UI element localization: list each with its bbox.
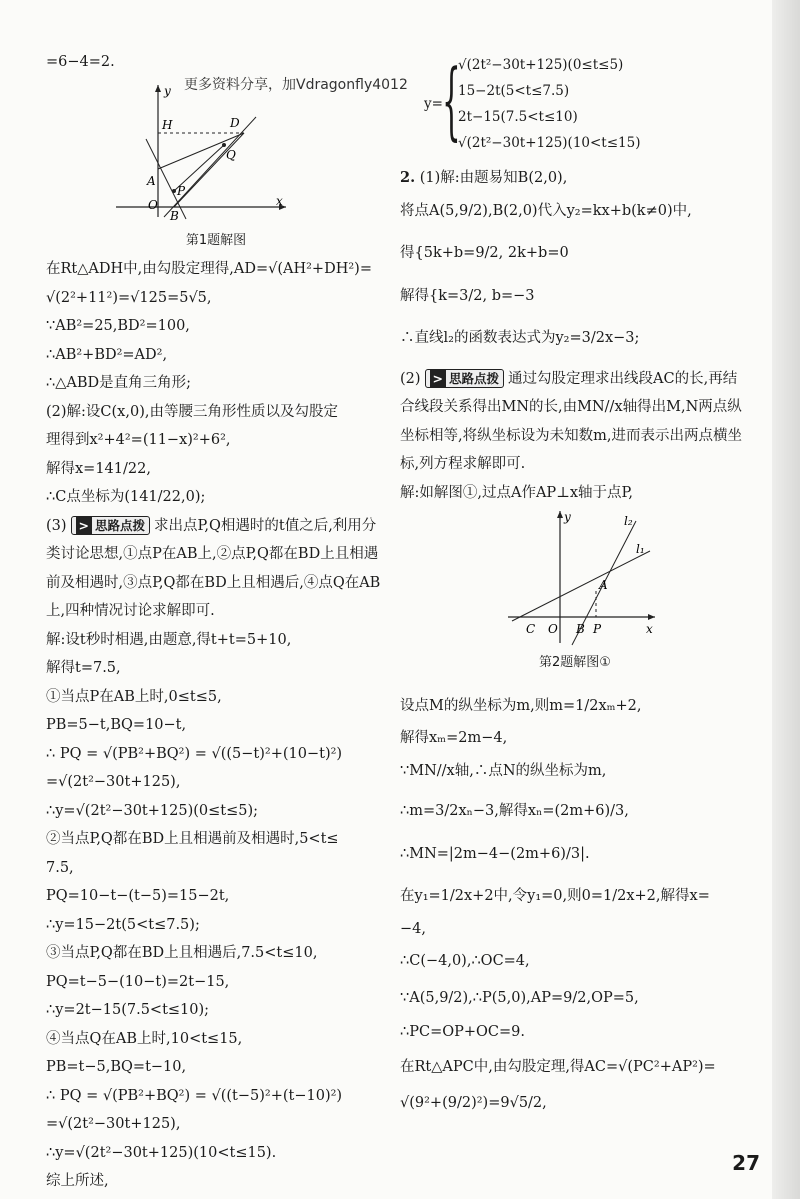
part3-text: 求出点P,Q相遇时的t值之后,利用分类讨论思想,①点P在AB上,②点P,Q都在BD上且相遇前及相遇时,③点P,Q都在BD上且相遇后,④点Q在AB上,四种情况讨论求解即可. xyxy=(46,517,381,619)
left-solution-line: 7.5, xyxy=(46,859,74,876)
fig1-label-b: B xyxy=(170,208,179,223)
left-solution-line: 解得t=7.5, xyxy=(46,660,121,676)
left-line: (2)解:设C(x,0),由等腰三角形性质以及勾股定 xyxy=(46,403,338,420)
fig1-label-a: A xyxy=(147,173,156,188)
left-line: ∴AB²+BD²=AD², xyxy=(46,346,168,363)
left-solution-line: =√(2t²−30t+125), xyxy=(46,774,181,790)
right-line: 得{5k+b=9/2, 2k+b=0 xyxy=(400,245,569,261)
fig1-label-d: D xyxy=(230,115,240,130)
right-solution-line: ∵MN//x轴,∴点N的纵坐标为m, xyxy=(400,762,607,779)
piecewise-case: √(2t²−30t+125)(0≤t≤5) xyxy=(458,57,624,73)
left-line: ∵AB²=25,BD²=100, xyxy=(46,318,190,334)
left-solution-line: 解:设t秒时相遇,由题意,得t+t=5+10, xyxy=(46,631,292,648)
fig1-label-y: y xyxy=(164,83,171,98)
piecewise-function xyxy=(400,52,750,156)
left-solution-line: ∴y=15−2t(5<t≤7.5); xyxy=(46,916,200,933)
left-solution-line: 综上所述, xyxy=(46,1173,109,1189)
left-solution-line: ②当点P,Q都在BD上且相遇前及相遇时,5<t≤ xyxy=(46,831,339,847)
left-solution-line: PB=t−5,BQ=t−10, xyxy=(46,1059,187,1075)
thinking-hint-label: 思路点拨 xyxy=(95,517,146,533)
piecewise-cases xyxy=(458,52,641,156)
part2-prefix: (2) xyxy=(400,370,421,387)
brace-icon: { xyxy=(442,51,461,149)
left-solution-line: PQ=t−5−(10−t)=2t−15, xyxy=(46,973,230,990)
left-line: 解得x=141/22, xyxy=(46,460,151,477)
fig1-label-h: H xyxy=(162,117,173,132)
fig2-label-p: P xyxy=(593,622,602,636)
thinking-hint-label: 思路点拨 xyxy=(449,370,500,386)
fig2-label-l2: l₂ xyxy=(624,514,633,528)
left-line: 在Rt△ADH中,由勾股定理得,AD=√(AH²+DH²)= xyxy=(46,261,372,277)
question-2-number: 2. xyxy=(400,169,416,186)
figure-2-caption: 第2题解图① xyxy=(539,655,611,670)
right-part2-paragraph xyxy=(400,365,750,479)
left-solution-line: ③当点P,Q都在BD上且相遇后,7.5<t≤10, xyxy=(46,945,318,961)
left-solution-line: ∴y=2t−15(7.5<t≤10); xyxy=(46,1002,210,1018)
right-line: 将点A(5,9/2),B(2,0)代入y₂=kx+b(k≠0)中, xyxy=(400,202,692,219)
left-solution-line: ∴ PQ = √(PB²+BQ²) = √((t−5)²+(t−10)²) xyxy=(46,1087,343,1104)
page-number: 27 xyxy=(732,1151,760,1175)
piecewise-case: √(2t²−30t+125)(10<t≤15) xyxy=(458,135,641,151)
right-solution-line: ∴C(−4,0),∴OC=4, xyxy=(400,953,530,969)
thinking-hint-tag xyxy=(425,369,505,388)
left-line: √(2²+11²)=√125=5√5, xyxy=(46,289,212,306)
right-solution-line: ∴PC=OP+OC=9. xyxy=(400,1024,525,1040)
right-solution-line: 在y₁=1/2x+2中,令y₁=0,则0=1/2x+2,解得x= xyxy=(400,888,710,904)
left-solution-line: PQ=10−t−(t−5)=15−2t, xyxy=(46,888,230,904)
right-solution-line: −4, xyxy=(400,920,426,937)
left-line: ∴C点坐标为(141/22,0); xyxy=(46,489,206,505)
figure-2 xyxy=(400,507,750,649)
left-solution-line: =√(2t²−30t+125), xyxy=(46,1116,181,1132)
right-solution-line: 解得xₘ=2m−4, xyxy=(400,730,508,746)
right-solution-line: 设点M的纵坐标为m,则m=1/2xₘ+2, xyxy=(400,697,642,714)
watermark: 更多资料分享，加Vdragonfly4012 xyxy=(184,77,408,93)
fig1-label-p: P xyxy=(177,183,186,198)
fig2-label-x: x xyxy=(646,622,653,636)
page-curl-shadow xyxy=(772,0,800,1199)
fig2-label-a: A xyxy=(599,578,608,592)
hint-arrow-icon: > xyxy=(76,517,92,534)
fig2-label-o: O xyxy=(548,622,558,636)
fig1-label-q: Q xyxy=(226,147,236,162)
fig1-label-o: O xyxy=(148,197,158,212)
right-solution-line: ∴m=3/2xₙ−3,解得xₙ=(2m+6)/3, xyxy=(400,803,629,819)
left-solution-line: ∴y=√(2t²−30t+125)(10<t≤15). xyxy=(46,1144,277,1161)
thinking-hint-tag xyxy=(71,516,151,535)
fig2-label-y: y xyxy=(564,510,571,524)
right-line: ∴直线l₂的函数表达式为y₂=3/2x−3; xyxy=(400,330,640,346)
question-2-first-line xyxy=(400,164,750,193)
left-solution-line: ④当点Q在AB上时,10<t≤15, xyxy=(46,1030,243,1047)
question-2-part1: (1)解:由题易知B(2,0), xyxy=(419,170,568,186)
fig1-label-x: x xyxy=(276,193,283,208)
left-solution-line: ∴y=√(2t²−30t+125)(0≤t≤5); xyxy=(46,802,259,819)
left-top-line: =6−4=2. xyxy=(46,54,115,70)
figure-1 xyxy=(46,77,386,227)
fig2-label-l1: l₁ xyxy=(636,542,645,556)
left-solution-line: ①当点P在AB上时,0≤t≤5, xyxy=(46,688,222,705)
fig2-label-b: B xyxy=(576,622,585,636)
left-solution-line: ∴ PQ = √(PB²+BQ²) = √((5−t)²+(10−t)²) xyxy=(46,745,343,762)
figure-1-diagram xyxy=(46,77,386,227)
right-solution-line: √(9²+(9/2)²)=9√5/2, xyxy=(400,1095,547,1111)
left-part3-paragraph xyxy=(46,512,386,626)
right-column xyxy=(400,52,750,1118)
right-solution-line: 在Rt△APC中,由勾股定理,得AC=√(PC²+AP²)= xyxy=(400,1058,716,1075)
left-line: 理得到x²+4²=(11−x)²+6², xyxy=(46,432,231,448)
part2-text: 通过勾股定理求出线段AC的长,再结合线段关系得出MN的长,由MN//x轴得出M,N两点纵坐标相等,将纵坐标设为未知数m,进而表示出两点横坐标,列方程求解即可. xyxy=(400,370,742,472)
left-column xyxy=(46,48,386,1196)
piecewise-prefix: y= xyxy=(424,96,443,112)
hint-arrow-icon: > xyxy=(430,370,446,387)
piecewise-case: 15−2t(5<t≤7.5) xyxy=(458,83,570,99)
fig2-label-c: C xyxy=(526,622,536,636)
piecewise-case: 2t−15(7.5<t≤10) xyxy=(458,109,578,125)
figure-1-caption: 第1题解图 xyxy=(185,232,247,248)
right-solution-line: ∵A(5,9/2),∴P(5,0),AP=9/2,OP=5, xyxy=(400,989,639,1006)
part3-prefix: (3) xyxy=(46,517,67,534)
right-solution-line: ∴MN=|2m−4−(2m+6)/3|. xyxy=(400,845,590,862)
left-line: ∴△ABD是直角三角形; xyxy=(46,375,192,391)
left-solution-line: PB=5−t,BQ=10−t, xyxy=(46,717,187,733)
right-solution-line: 解:如解图①,过点A作AP⊥x轴于点P, xyxy=(400,484,633,501)
figure-2-diagram xyxy=(400,507,750,649)
right-line: 解得{k=3/2, b=−3 xyxy=(400,287,535,304)
